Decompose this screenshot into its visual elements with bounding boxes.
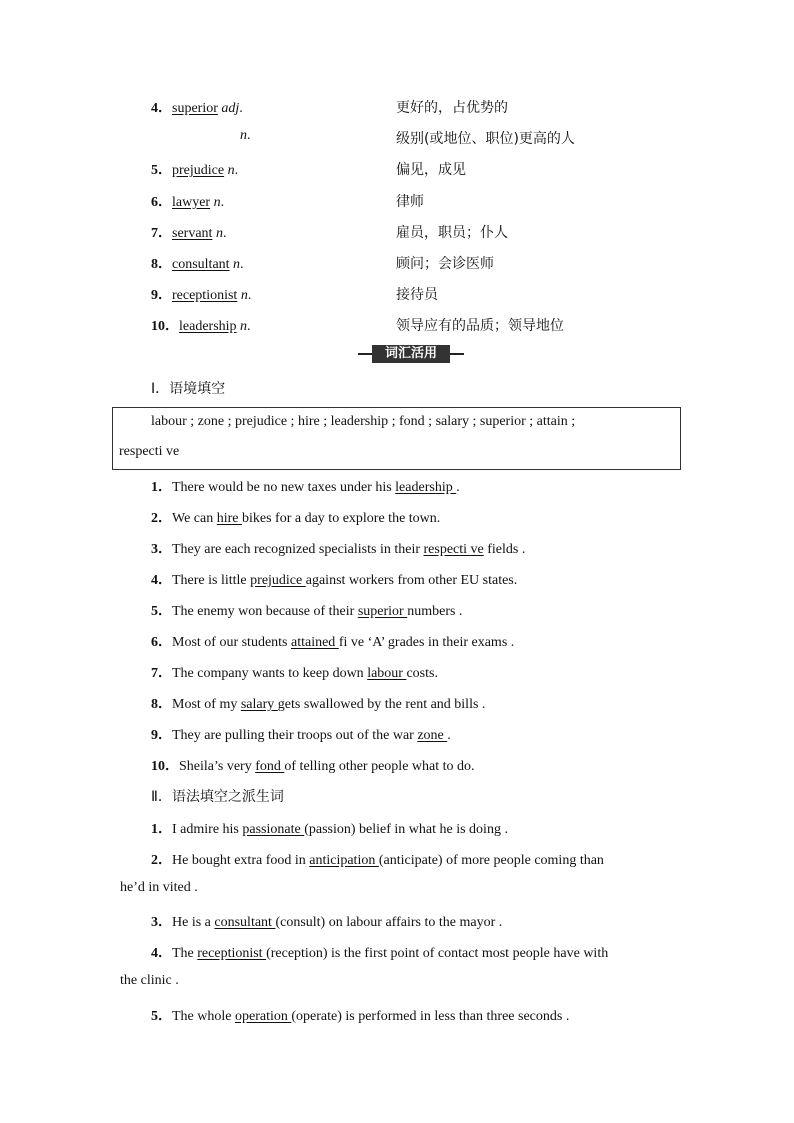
vocab-row [0,222,794,246]
vocab-meaning: 雇员，职员；仆人 [396,225,508,241]
answer-blank: operation [234,1009,292,1024]
answer-blank: superior [357,604,408,619]
question-text-tail: (anticipate) of more people coming than [378,853,604,868]
answer-blank: respecti ve [423,542,484,557]
answer-blank: consultant [214,915,276,930]
vocab-word: prejudice [172,163,225,178]
vocab-meaning: 顾问；会诊医师 [396,256,494,272]
item-number: 5． [151,604,172,619]
part-of-speech: adj [221,101,240,116]
question-text: I admire his [172,822,243,837]
item-number: 6． [151,195,172,210]
question-text-tail: fields . [483,542,526,557]
word-bank-line-2: respecti ve [119,444,180,459]
question-text: Most of my [172,697,241,712]
question-text: The enemy won because of their [172,604,358,619]
question-continuation: the clinic . [120,973,179,988]
item-number: 5． [151,1009,172,1024]
answer-blank: anticipation [309,853,379,868]
question-item [151,693,485,713]
question-text: He bought extra food in [172,853,310,868]
question-text-tail: against workers from other EU states. [305,573,518,588]
answer-blank: zone [417,728,448,743]
pos-period: . [222,226,227,241]
question-item [151,818,508,838]
section-banner [358,345,464,363]
question-text: We can [172,511,217,526]
answer-blank: attained [291,635,339,650]
question-text-tail: costs. [406,666,438,681]
vocab-row [0,315,794,339]
vocab-meaning: 级别(或地位、职位)更高的人 [396,131,575,147]
question-text: He is a [172,915,215,930]
pos-period: . [247,288,252,303]
question-text: Most of our students [172,635,291,650]
vocab-word: lawyer [172,195,211,210]
item-number: 4． [151,946,172,961]
pos-period: . [234,163,239,178]
vocab-word: receptionist [172,288,238,303]
item-number: 8． [151,257,172,272]
question-item [151,662,438,682]
vocab-meaning: 偏见，成见 [396,162,466,178]
vocab-word: consultant [172,257,230,272]
vocab-row [0,253,794,277]
vocab-word: superior [172,101,218,116]
vocab-row [0,97,794,121]
pos-period: . [220,195,225,210]
word-bank-line-1: labour ; zone ; prejudice ; hire ; leadership ; fond ; salary ; superior ; attain ; [151,414,576,429]
answer-blank: fond [255,759,285,774]
question-item [151,911,502,931]
question-text: There would be no new taxes under his [172,480,396,495]
vocab-meaning: 接待员 [396,287,438,303]
item-number: 3． [151,915,172,930]
question-item [151,569,517,589]
part-of-speech: n [240,319,248,334]
banner-bar-right [450,353,464,355]
question-item [151,631,514,651]
question-item [151,942,608,962]
question-text-tail: . [456,480,460,495]
question-text: The company wants to keep down [172,666,368,681]
question-text: The [172,946,198,961]
question-text: The whole [172,1009,235,1024]
banner-bar-left [358,353,372,355]
vocab-meaning: 领导应有的品质；领导地位 [396,318,564,334]
question-text-tail: (reception) is the first point of contact most people have with [266,946,609,961]
part-of-speech: n [240,128,247,143]
part-of-speech: n [215,226,223,241]
vocab-word: servant [172,226,213,241]
pos-period: . [239,101,243,116]
question-text-tail: fi ve ‘A’ grades in their exams . [338,635,515,650]
question-text: Sheila’s very [179,759,256,774]
pos-period: . [247,319,251,334]
question-item [151,476,460,496]
item-number: 2． [151,853,172,868]
banner-title: 词汇活用 [372,345,450,363]
question-text-tail: gets swallowed by the rent and bills . [277,697,486,712]
item-number: 3． [151,542,172,557]
question-text-tail: (passion) belief in what he is doing . [304,822,508,837]
item-number: 5． [151,163,172,178]
answer-blank: hire [216,511,242,526]
item-number: 2． [151,511,172,526]
question-text-tail: of telling other people what to do. [284,759,475,774]
pos-period: . [240,257,244,272]
item-number: 8． [151,697,172,712]
part-of-speech: n [233,257,241,272]
vocab-row [0,191,794,215]
item-number: 1． [151,822,172,837]
item-number: 1． [151,480,172,495]
section-2-title: Ⅱ．语法填空之派生词 [151,789,284,805]
question-text: They are pulling their troops out of the war [172,728,418,743]
question-text-tail: . [447,728,451,743]
question-item [151,538,525,558]
part-of-speech: n [240,288,248,303]
vocab-meaning: 律师 [396,194,424,210]
question-item [151,1005,569,1025]
item-number: 7． [151,666,172,681]
part-of-speech: n [213,195,221,210]
section-1-title: Ⅰ．语境填空 [151,381,226,397]
answer-blank: labour [367,666,407,681]
question-item [151,755,475,775]
item-number: 7． [151,226,172,241]
question-text-tail: (consult) on labour affairs to the mayor . [275,915,503,930]
question-continuation: he’d in vited . [120,880,198,895]
vocab-row [0,128,794,152]
item-number: 4． [151,573,172,588]
vocab-word: leadership [179,319,237,334]
answer-blank: salary [240,697,278,712]
question-text: There is little [172,573,251,588]
vocab-meaning: 更好的，占优势的 [396,100,508,116]
item-number: 9． [151,728,172,743]
question-item [151,724,451,744]
pos-period: . [247,128,251,143]
question-item [151,600,462,620]
item-number: 10． [151,319,179,334]
part-of-speech: n [227,163,235,178]
item-number: 4． [151,101,172,116]
answer-blank: passionate [242,822,305,837]
question-text-tail: numbers . [407,604,463,619]
vocab-row [0,284,794,308]
question-text-tail: (operate) is performed in less than three seconds . [291,1009,570,1024]
item-number: 10． [151,759,179,774]
answer-blank: prejudice [250,573,306,588]
word-bank-box [112,407,681,470]
question-item [151,507,440,527]
answer-blank: leadership [395,480,457,495]
question-item [151,849,604,869]
item-number: 9． [151,288,172,303]
question-text: They are each recognized specialists in their [172,542,424,557]
question-text-tail: bikes for a day to explore the town. [242,511,441,526]
vocab-row [0,159,794,183]
answer-blank: receptionist [197,946,267,961]
item-number: 6． [151,635,172,650]
